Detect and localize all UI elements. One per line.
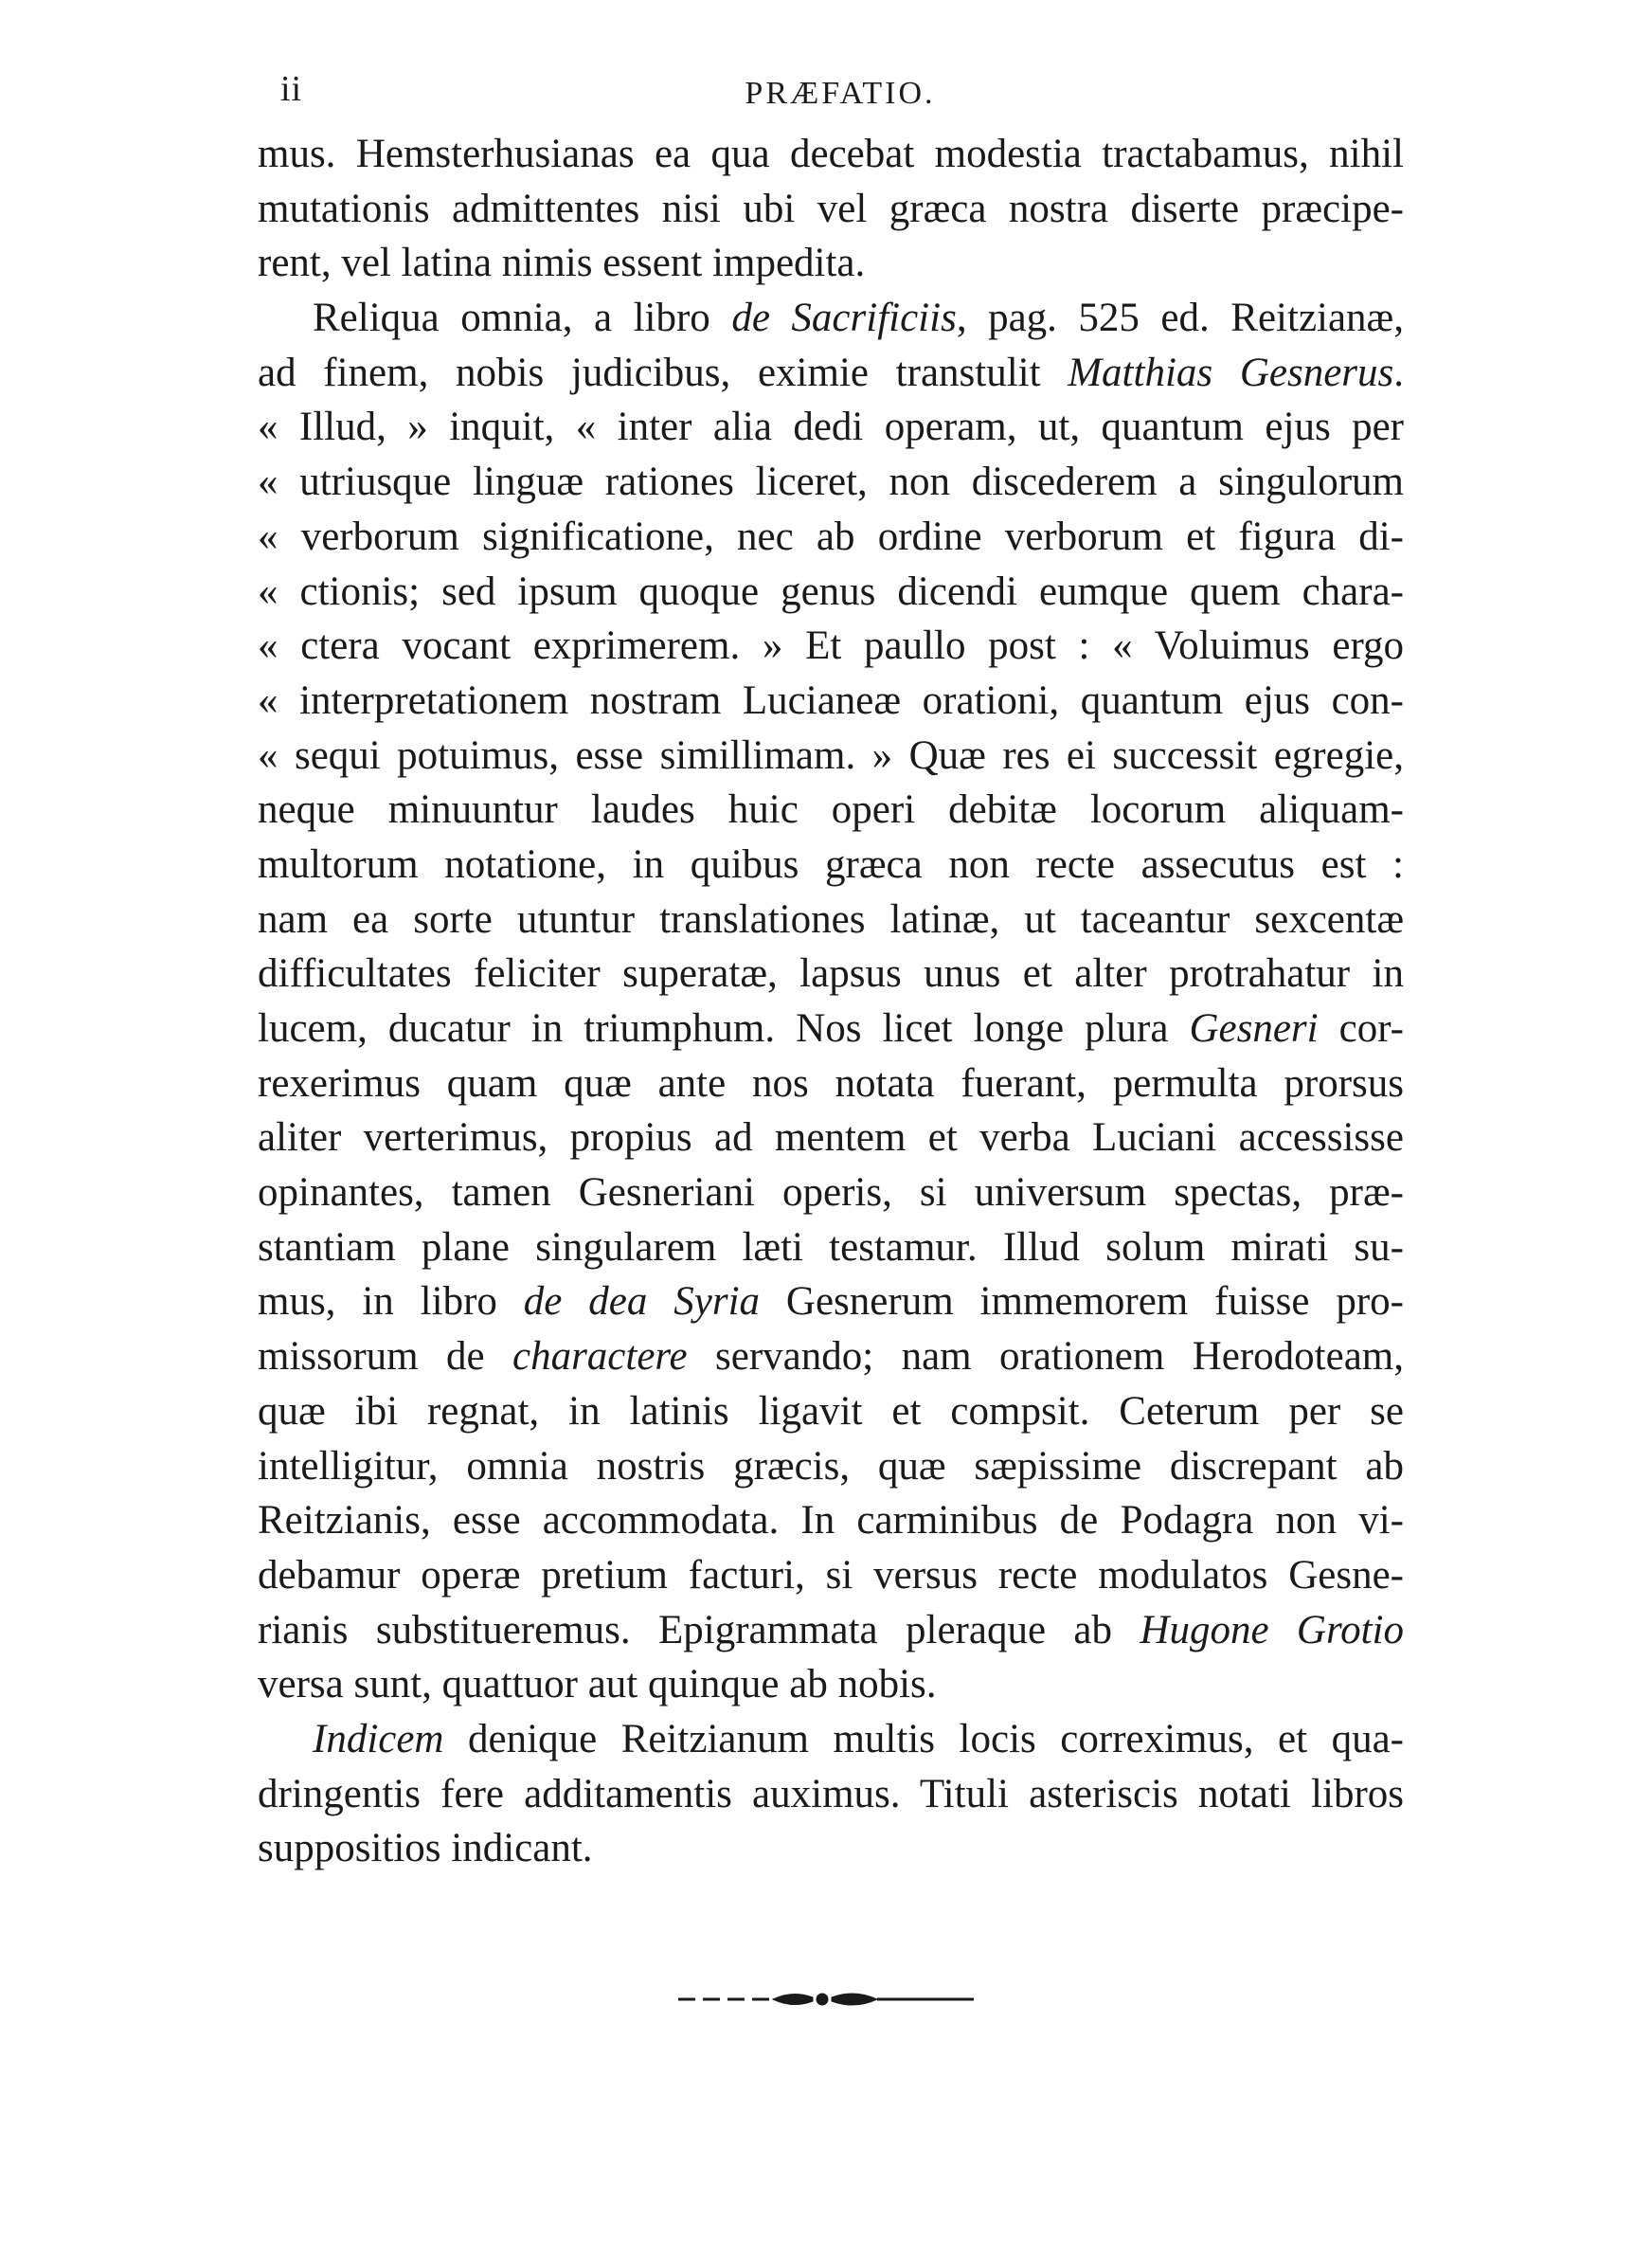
text-line: multorum notatione, in quibus græca non recte assecutus est :	[258, 841, 1404, 887]
text-line: ad finem, nobis judicibus, eximie transtulit Matthias Gesnerus.	[258, 350, 1404, 395]
text-line: difficultates feliciter superatæ, lapsus unus et alter protrahatur in	[258, 951, 1404, 997]
text-line: « utriusque linguæ rationes liceret, non discederem a singulorum	[258, 460, 1404, 505]
text-line: debamur operæ pretium facturi, si versus recte modulatos Gesne-	[258, 1552, 1404, 1598]
end-ornament	[674, 1985, 978, 2013]
text-line: intelligitur, omnia nostris græcis, quæ sæpissime discrepant ab	[258, 1443, 1404, 1489]
running-title: PRÆFATIO.	[745, 76, 936, 111]
text-line: mus. Hemsterhusianas ea qua decebat modestia tractabamus, nihil	[258, 132, 1404, 176]
text-line: rianis substitueremus. Epigrammata pleraque ab Hugone Grotio	[258, 1607, 1404, 1652]
italic-word: Indicem	[313, 1716, 444, 1761]
text-line: mus, in libro de dea Syria Gesnerum immemorem fuisse pro-	[258, 1279, 1405, 1325]
running-head	[258, 68, 1404, 125]
text-line: opinantes, tamen Gesneriani operis, si universum spectas, præ-	[258, 1170, 1404, 1216]
text-line: quæ ibi regnat, in latinis ligavit et compsit. Ceterum per se	[258, 1388, 1404, 1434]
text-line: Reliqua omnia, a libro de Sacrificiis, pag. 525 ed. Reitzianæ,	[313, 296, 1404, 341]
text-line: suppositios indicant.	[258, 1826, 593, 1871]
text-line: dringentis fere additamentis auximus. Tituli asteriscis notati libros	[258, 1771, 1404, 1816]
text-line: « ctera vocant exprimerem. » Et paullo post : « Voluimus ergo	[258, 623, 1404, 669]
text-line: « ctionis; sed ipsum quoque genus dicendi eumque quem chara-	[258, 569, 1404, 614]
italic-name: Matthias Gesnerus	[1068, 350, 1394, 395]
italic-title: de dea Syria	[523, 1279, 761, 1325]
italic-title: de Sacrificiis	[731, 296, 957, 341]
text-line: neque minuuntur laudes huic operi debitæ locorum aliquam-	[258, 787, 1404, 833]
text-line: rexerimus quam quæ ante nos notata fuerant, permulta prorsus	[258, 1060, 1404, 1106]
text-line: « verborum significatione, nec ab ordine verborum et figura di-	[258, 514, 1404, 559]
text-line: nam ea sorte utuntur translationes latinæ, ut taceantur sexcentæ	[258, 896, 1404, 942]
italic-name: Gesneri	[1189, 1006, 1319, 1051]
body-text	[258, 127, 1404, 1876]
text-line: aliter verterimus, propius ad mentem et verba Luciani accessisse	[258, 1115, 1404, 1161]
text-line: lucem, ducatur in triumphum. Nos licet longe plura Gesneri cor-	[258, 1006, 1404, 1051]
text-line: mutationis admittentes nisi ubi vel græca nostra diserte præcipe-	[258, 186, 1404, 231]
text-line: « sequi potuimus, esse simillimam. » Quæ res ei successit egregie,	[258, 732, 1404, 778]
text-line: Reitzianis, esse accommodata. In carminibus de Podagra non vi-	[258, 1498, 1404, 1544]
text-line: stantiam plane singularem læti testamur. Illud solum mirati su-	[258, 1224, 1404, 1270]
page-number: ii	[280, 69, 303, 109]
text-line: « Illud, » inquit, « inter alia dedi operam, ut, quantum ejus per	[258, 405, 1404, 450]
italic-name: Hugone Grotio	[1140, 1607, 1404, 1652]
text-line: « interpretationem nostram Lucianeæ orationi, quantum ejus con-	[258, 677, 1404, 723]
text-line: rent, vel latina nimis essent impedita.	[258, 241, 866, 286]
text-line: missorum de charactere servando; nam orationem Herodoteam,	[258, 1334, 1404, 1380]
text-line: versa sunt, quattuor aut quinque ab nobis.	[258, 1662, 937, 1707]
text-line: Indicem denique Reitzianum multis locis correximus, et qua-	[313, 1716, 1404, 1761]
italic-word: charactere	[512, 1334, 688, 1380]
